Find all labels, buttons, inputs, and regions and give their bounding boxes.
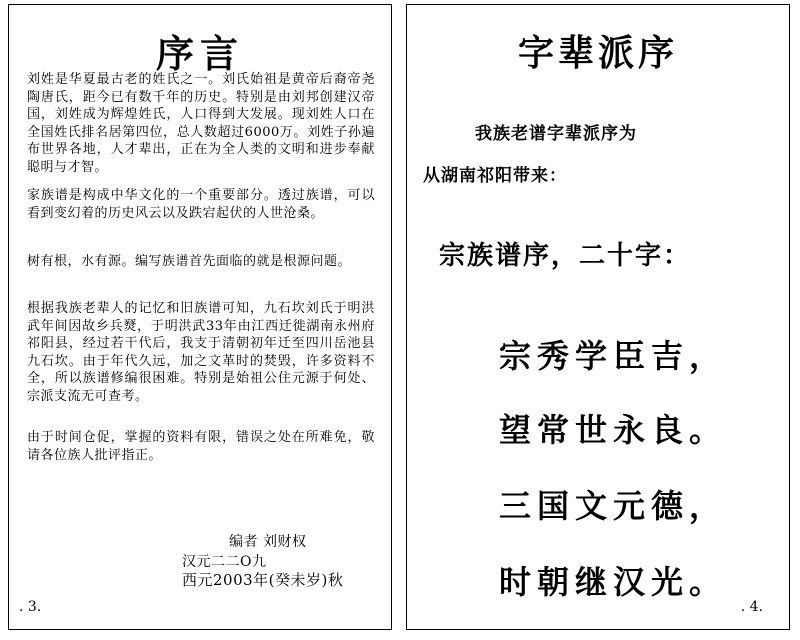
date-lunar: 汉元二二O九 <box>182 554 267 570</box>
paragraph: 树有根，水有源。编写族谱首先面临的就是根源问题。 <box>27 254 352 269</box>
paragraph: 刘姓是华夏最古老的姓氏之一。刘氏始祖是黄帝后裔帝尧陶唐氏，距今已有数千年的历史。特别是由刘邦创建汉帝国，刘姓成为辉煌姓氏，人口得到大发展。现刘姓人口在全国姓氏排名居第四位，总人数超过6000万。刘姓子孙遍布世界各地，人才辈出，正在为全人类的文明和进步奉献聪明与才智。 <box>27 72 375 175</box>
generation-verse: 宗秀学臣吉， <box>499 337 728 375</box>
date-western: 西元2003年(癸未岁)秋 <box>182 571 344 589</box>
compiler-signature: 编者 刘财权 <box>229 534 307 550</box>
generation-verse: 望常世永良。 <box>499 411 728 449</box>
left-page <box>8 4 392 630</box>
page-title: 序言 <box>155 31 244 76</box>
page-number: . 3. <box>19 599 42 615</box>
intro-line: 我族老谱字辈派序为 <box>475 124 637 144</box>
paragraph: 根据我族老辈人的记忆和旧族谱可知，九石坎刘氏于明洪武年间因故乡兵燹，于明洪武33年由江西迁徙湖南永州府祁阳县，经过若干代后，我支于清朝初年迁至四川岳池县九石坎。由于年代久远，加之文革时的焚毁，许多资料不全，所以族谱修编很困难。特别是始祖公住元源于何处、宗派支流无可查考。 <box>27 301 375 404</box>
page-number: . 4. <box>740 599 763 615</box>
paragraph: 家族谱是构成中华文化的一个重要部分。透过族谱，可以看到变幻着的历史风云以及跌宕起伏的人世沧桑。 <box>27 188 375 221</box>
page-title: 字辈派序 <box>517 32 678 74</box>
paragraph: 由于时间仓促，掌握的资料有限，错误之处在所难免，敬请各位族人批评指正。 <box>27 430 375 463</box>
right-page <box>406 4 790 630</box>
generation-verse: 三国文元德， <box>499 487 728 525</box>
generation-verse: 时朝继汉光。 <box>499 563 728 601</box>
section-heading: 宗族谱序，二十字： <box>439 241 692 271</box>
intro-line: 从湖南祁阳带来： <box>423 166 567 186</box>
